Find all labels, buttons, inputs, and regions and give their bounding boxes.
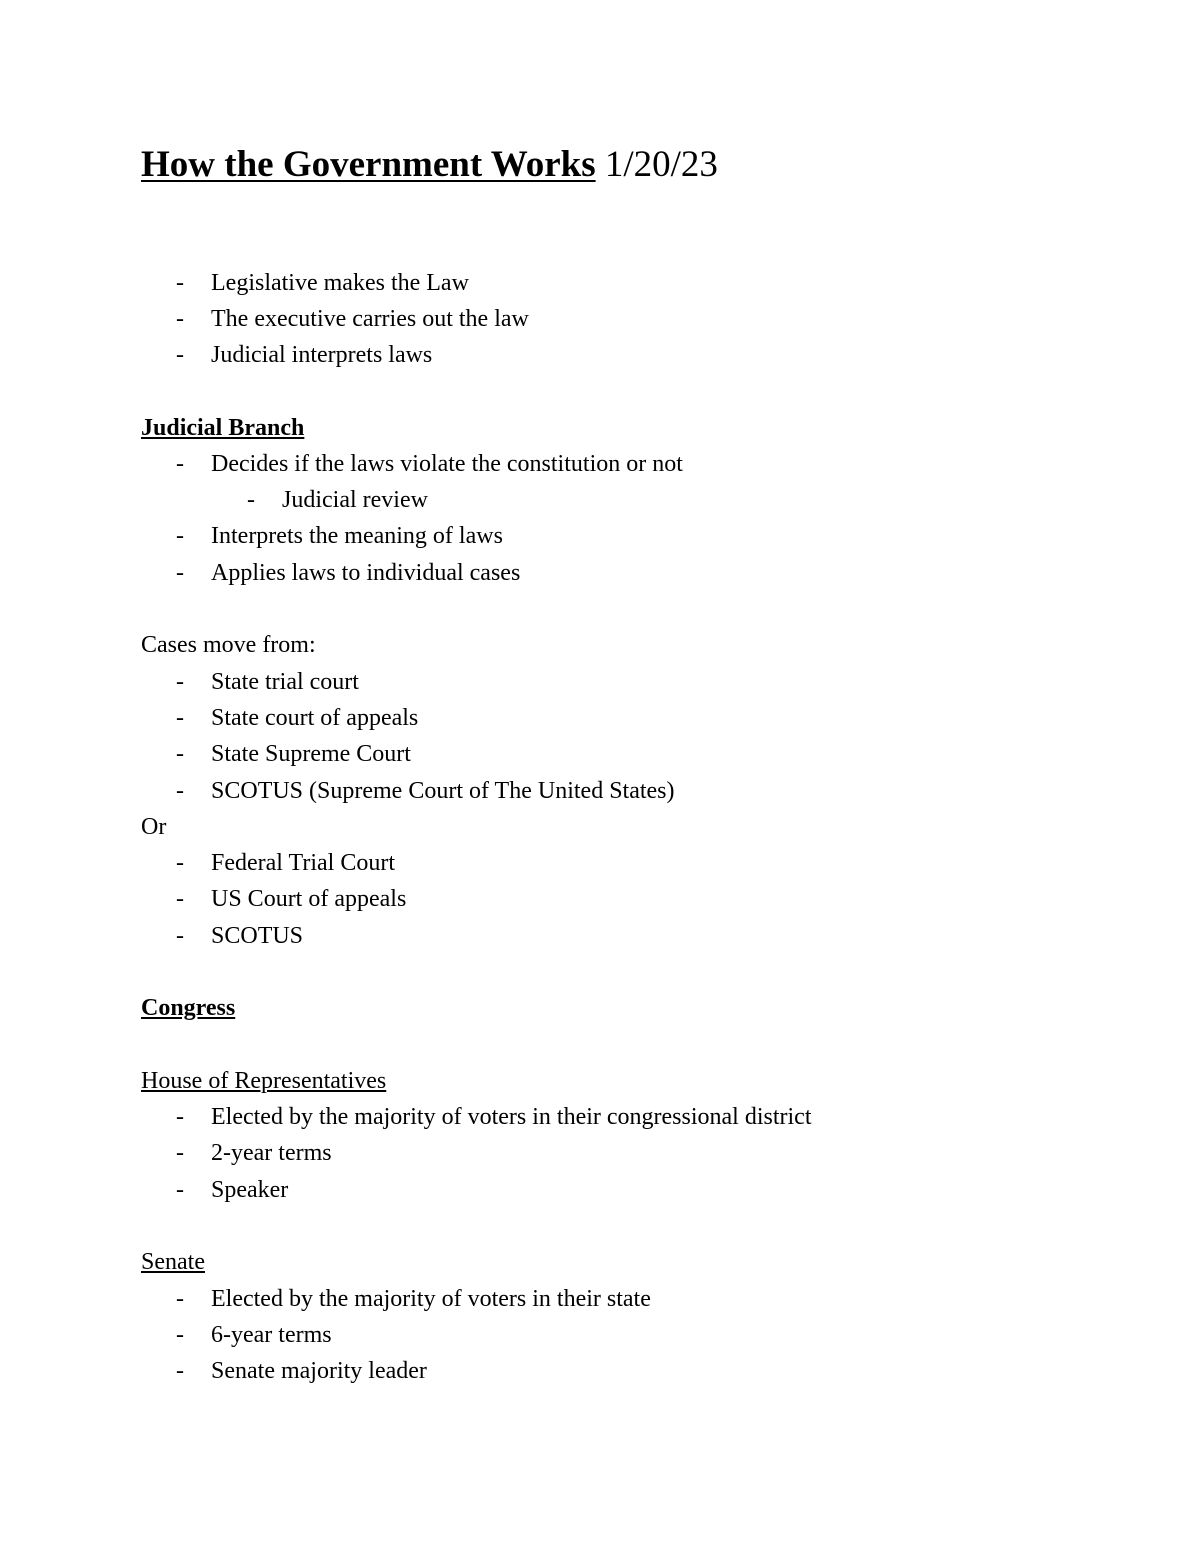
- bullet-dash: -: [176, 1286, 184, 1312]
- subheading-senate: Senate: [141, 1249, 205, 1275]
- list-item: [176, 1135, 332, 1171]
- list-item-text: State Supreme Court: [211, 741, 411, 767]
- list-item: [176, 773, 675, 809]
- list-item: [176, 845, 395, 881]
- section-heading-congress: Congress: [141, 995, 236, 1021]
- list-item: [176, 1281, 651, 1317]
- list-item-text: Federal Trial Court: [211, 850, 395, 876]
- sub-list-item: [247, 482, 428, 518]
- bullet-dash: -: [176, 451, 184, 477]
- bullet-dash: -: [176, 923, 184, 949]
- list-item: [176, 301, 529, 337]
- list-item: [176, 555, 520, 591]
- bullet-dash: -: [176, 560, 184, 586]
- list-item-text: Legislative makes the Law: [211, 270, 469, 296]
- list-item: [176, 518, 503, 554]
- list-item-text: 6-year terms: [211, 1322, 332, 1348]
- cases-intro: Cases move from:: [141, 632, 316, 658]
- page-title: [141, 140, 718, 190]
- list-item-text: Interprets the meaning of laws: [211, 523, 503, 549]
- bullet-dash: -: [247, 487, 255, 513]
- list-item-text: SCOTUS (Supreme Court of The United States): [211, 778, 675, 804]
- bullet-dash: -: [176, 523, 184, 549]
- bullet-dash: -: [176, 342, 184, 368]
- bullet-dash: -: [176, 1322, 184, 1348]
- bullet-dash: -: [176, 850, 184, 876]
- list-item-text: Judicial interprets laws: [211, 342, 433, 368]
- bullet-dash: -: [176, 1104, 184, 1130]
- bullet-dash: -: [176, 669, 184, 695]
- list-item-text: Decides if the laws violate the constitution or not: [211, 451, 683, 477]
- list-item: [176, 881, 406, 917]
- list-item: [176, 337, 432, 373]
- list-item-text: 2-year terms: [211, 1140, 332, 1166]
- bullet-dash: -: [176, 886, 184, 912]
- bullet-dash: -: [176, 1140, 184, 1166]
- list-item-text: Judicial review: [282, 487, 428, 513]
- list-item: [176, 700, 418, 736]
- list-item: [176, 736, 411, 772]
- list-item: [176, 1099, 812, 1135]
- bullet-dash: -: [176, 1358, 184, 1384]
- bullet-dash: -: [176, 741, 184, 767]
- list-item-text: US Court of appeals: [211, 886, 407, 912]
- title-text: How the Government Works: [141, 144, 596, 185]
- list-item: [176, 265, 469, 301]
- list-item-text: Elected by the majority of voters in their congressional district: [211, 1104, 812, 1130]
- or-label: Or: [141, 814, 167, 840]
- list-item-text: Applies laws to individual cases: [211, 560, 521, 586]
- list-item: [176, 446, 683, 482]
- bullet-dash: -: [176, 705, 184, 731]
- section-heading-judicial: Judicial Branch: [141, 415, 305, 441]
- bullet-dash: -: [176, 778, 184, 804]
- title-date: 1/20/23: [604, 144, 718, 185]
- list-item: [176, 1172, 288, 1208]
- list-item-text: State court of appeals: [211, 705, 419, 731]
- list-item-text: Elected by the majority of voters in their state: [211, 1286, 651, 1312]
- list-item-text: The executive carries out the law: [211, 306, 529, 332]
- bullet-dash: -: [176, 1177, 184, 1203]
- list-item-text: SCOTUS: [211, 923, 304, 949]
- bullet-dash: -: [176, 306, 184, 332]
- bullet-dash: -: [176, 270, 184, 296]
- list-item: [176, 664, 359, 700]
- list-item-text: Senate majority leader: [211, 1358, 427, 1384]
- subheading-house: House of Representatives: [141, 1068, 387, 1094]
- list-item: [176, 1317, 332, 1353]
- list-item: [176, 1353, 427, 1389]
- list-item-text: Speaker: [211, 1177, 289, 1203]
- list-item-text: State trial court: [211, 669, 359, 695]
- list-item: [176, 918, 303, 954]
